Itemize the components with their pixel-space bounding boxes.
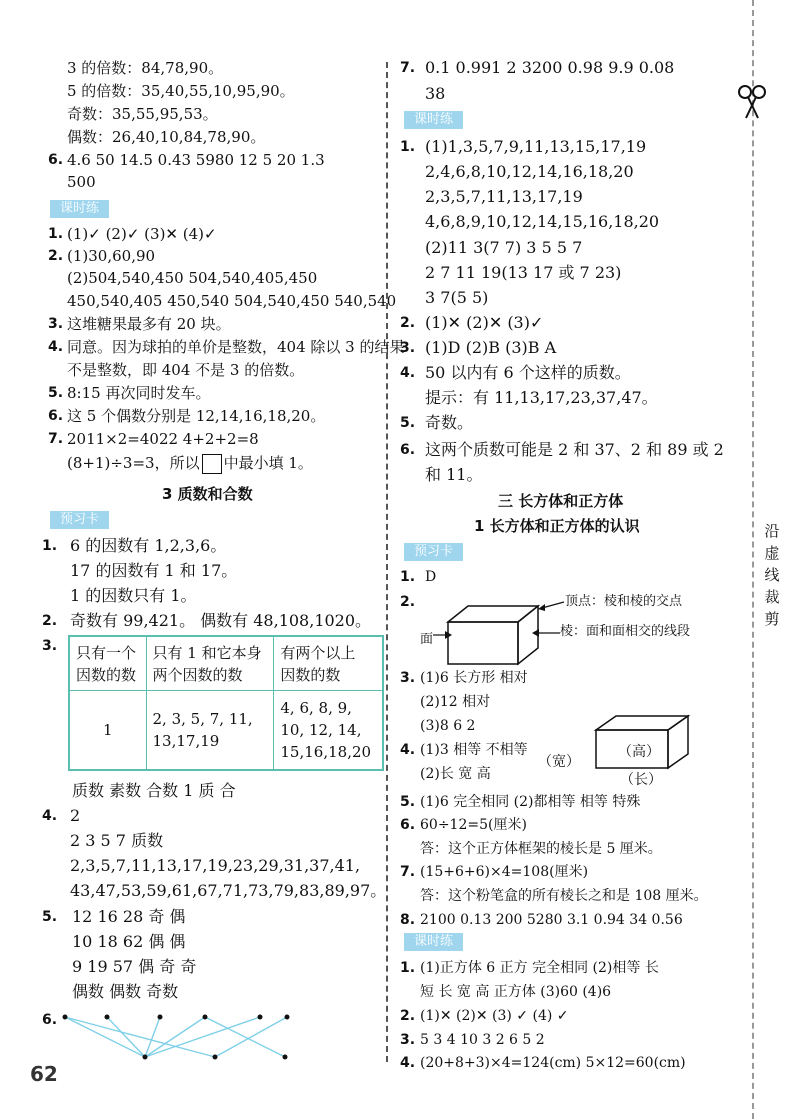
table-row xyxy=(69,636,383,691)
answer-line: 0.1 0.991 2 3200 0.98 9.9 0.08 xyxy=(425,58,675,77)
answer-line: 不是整数，即 404 不是 3 的倍数。 xyxy=(67,361,305,379)
page-number: 62 xyxy=(30,1062,58,1086)
label-face: 面 xyxy=(420,632,434,647)
answer-line: 500 xyxy=(67,173,96,191)
table-cell: 4, 6, 8, 9, 10, 12, 14, 15,16,18,20 xyxy=(274,691,383,770)
answer-line: (2)长 宽 高 xyxy=(420,766,491,782)
answer-line: (1)3 相等 不相等 xyxy=(420,742,528,758)
question-number: 8. xyxy=(400,912,416,928)
answer-line: 2,3,5,7,11,13,17,19,23,29,31,37,41, xyxy=(70,856,361,875)
answer-line: 43,47,53,59,61,67,71,73,79,83,89,97。 xyxy=(70,881,387,900)
cut-line xyxy=(752,0,754,1119)
answer-line: (1)✕ (2)✕ (3)✓ xyxy=(425,313,544,332)
answer-line: 答：这个粉笔盒的所有棱长之和是 108 厘米。 xyxy=(420,888,708,904)
answer-line: 1 的因数只有 1。 xyxy=(70,586,197,605)
answer-line: 12 16 28 奇 偶 xyxy=(72,907,186,926)
answer-line: (1)6 长方形 相对 xyxy=(420,670,528,686)
question-number: 4. xyxy=(42,808,58,824)
answer-line: 奇数：35,55,95,53。 xyxy=(67,105,218,123)
answer-line: 这堆糖果最多有 20 块。 xyxy=(67,315,231,333)
answer-line: 38 xyxy=(425,84,446,103)
label-length: （长） xyxy=(620,772,662,788)
question-number: 3. xyxy=(48,316,64,332)
answer-line: 10 18 62 偶 偶 xyxy=(72,932,186,951)
answer-line: 4,6,8,9,10,12,14,15,16,18,20 xyxy=(425,212,660,231)
question-number: 1. xyxy=(400,960,416,976)
question-number: 1. xyxy=(48,226,64,242)
side-char: 虚 xyxy=(764,544,780,562)
answer-line: (1)1,3,5,7,9,11,13,15,17,19 xyxy=(425,137,647,156)
answer-line: (2)504,540,450 504,540,405,450 xyxy=(67,269,318,287)
answer-line: 2 7 11 19(13 17 或 7 23) xyxy=(425,263,622,282)
question-number: 7. xyxy=(400,864,416,880)
question-number: 1. xyxy=(42,538,58,554)
scissors-icon xyxy=(736,84,768,120)
arrow-icon xyxy=(536,594,566,614)
answer-line: 60÷12=5(厘米) xyxy=(420,817,527,833)
table-cell: 2, 3, 5, 7, 11, 13,17,19 xyxy=(146,691,274,770)
answer-line: 2 xyxy=(70,806,81,825)
answer-line: 提示：有 11,13,17,23,37,47。 xyxy=(425,388,658,407)
answer-line: 短 长 宽 高 正方体 (3)60 (4)6 xyxy=(420,984,612,1000)
question-number: 1. xyxy=(400,139,416,155)
column-divider xyxy=(386,62,388,1062)
side-char: 沿 xyxy=(764,522,780,540)
arrow-icon xyxy=(530,626,560,640)
table-cell: 1 xyxy=(69,691,146,770)
answer-line: 3 7(5 5) xyxy=(425,288,489,307)
answer-text: (8+1)÷3=3，所以 xyxy=(67,454,200,472)
number-table xyxy=(68,635,384,771)
answer-line: 偶数：26,40,10,84,78,90。 xyxy=(67,128,266,146)
question-number: 5. xyxy=(400,794,416,810)
question-number: 3. xyxy=(400,340,416,356)
label-width: （宽） xyxy=(538,754,580,770)
matching-diagram xyxy=(55,1005,295,1065)
question-number: 1. xyxy=(400,569,416,585)
question-number: 2. xyxy=(400,1008,416,1024)
answer-line: 9 19 57 偶 奇 奇 xyxy=(72,957,197,976)
section-heading: 3 质数和合数 xyxy=(162,485,253,503)
answer-line: (3)8 6 2 xyxy=(420,718,476,734)
section-tag: 预习卡 xyxy=(50,511,109,529)
table-header: 只有 1 和它本身 两个因数的数 xyxy=(146,636,274,691)
answer-line: 17 的因数有 1 和 17。 xyxy=(70,561,238,580)
answer-line: 2 3 5 7 质数 xyxy=(70,831,164,850)
answer-line: 奇数有 99,421。 偶数有 48,108,1020。 xyxy=(70,611,372,630)
table-header: 只有一个 因数的数 xyxy=(69,636,146,691)
answer-line: 8:15 再次同时发车。 xyxy=(67,384,211,402)
table-header: 有两个以上 因数的数 xyxy=(274,636,383,691)
answer-line: 5 的倍数：35,40,55,10,95,90。 xyxy=(67,82,295,100)
answer-line: (15+6+6)×4=108(厘米) xyxy=(420,864,589,880)
section-tag: 课时练 xyxy=(404,933,463,951)
answer-line: 这两个质数可能是 2 和 37、2 和 89 或 2 xyxy=(425,440,724,459)
answer-line: 答：这个正方体框架的棱长是 5 厘米。 xyxy=(420,841,662,857)
question-number: 3. xyxy=(400,670,416,686)
side-char: 线 xyxy=(764,566,780,584)
question-number: 2. xyxy=(400,594,416,610)
answer-line: (1)30,60,90 xyxy=(67,247,156,265)
answer-text: 中最小填 1。 xyxy=(223,454,313,472)
section-tag: 预习卡 xyxy=(404,543,463,561)
answer-line: (1)正方体 6 正方 完全相同 (2)相等 长 xyxy=(420,960,659,976)
answer-line: 同意。因为球拍的单价是整数，404 除以 3 的结果 xyxy=(67,338,405,356)
answer-line: 6 的因数有 1,2,3,6。 xyxy=(70,536,227,555)
answer-line: (1)6 完全相同 (2)都相等 相等 特殊 xyxy=(420,794,641,810)
answer-line: 2100 0.13 200 5280 3.1 0.94 34 0.56 xyxy=(420,912,683,928)
question-number: 4. xyxy=(400,742,416,758)
question-number: 6. xyxy=(400,817,416,833)
question-number: 6. xyxy=(48,408,64,424)
question-number: 7. xyxy=(48,431,64,447)
table-row xyxy=(69,691,383,770)
answer-line: (20+8+3)×4=124(cm) 5×12=60(cm) xyxy=(420,1055,686,1071)
question-number: 5. xyxy=(400,415,416,431)
label-vertex: 顶点：棱和棱的交点 xyxy=(565,594,683,609)
answer-line: 偶数 偶数 奇数 xyxy=(72,982,179,1001)
section-tag: 课时练 xyxy=(404,111,463,129)
question-number: 2. xyxy=(48,248,64,264)
blank-box xyxy=(202,454,222,474)
answer-line: (1)✓ (2)✓ (3)✕ (4)✓ xyxy=(67,225,217,243)
cut-instruction xyxy=(762,520,782,630)
answer-line: 2011×2=4022 4+2+2=8 xyxy=(67,430,259,448)
question-number: 4. xyxy=(400,365,416,381)
answer-line: 这 5 个偶数分别是 12,14,16,18,20。 xyxy=(67,407,326,425)
answer-line: (1)D (2)B (3)B A xyxy=(425,338,557,357)
question-number: 3. xyxy=(400,1032,416,1048)
question-number: 6. xyxy=(42,1012,58,1028)
question-number: 2. xyxy=(400,315,416,331)
answer-line: 450,540,405 450,540 504,540,450 540,540 xyxy=(67,292,397,310)
answer-line: (2)12 相对 xyxy=(420,694,491,710)
side-char: 剪 xyxy=(764,610,780,628)
question-number: 5. xyxy=(48,385,64,401)
answer-line: 质数 素数 合数 1 质 合 xyxy=(72,781,236,800)
question-number: 4. xyxy=(48,339,64,355)
label-edge: 棱：面和面相交的线段 xyxy=(560,624,691,639)
answer-line: 奇数。 xyxy=(425,413,474,432)
answer-line: D xyxy=(425,569,437,585)
question-number: 5. xyxy=(42,909,58,925)
question-number: 6. xyxy=(400,442,416,458)
answer-line: (2)11 3(7 7) 3 5 5 7 xyxy=(425,238,583,257)
answer-line xyxy=(67,453,313,474)
arrow-icon xyxy=(433,628,453,642)
question-number: 4. xyxy=(400,1055,416,1071)
section-heading: 1 长方体和正方体的认识 xyxy=(474,517,640,535)
label-height: （高） xyxy=(618,744,660,760)
answer-line: 和 11。 xyxy=(425,465,483,484)
side-char: 裁 xyxy=(764,588,780,606)
question-number: 2. xyxy=(42,613,58,629)
answer-line: 5 3 4 10 3 2 6 5 2 xyxy=(420,1032,545,1048)
answer-line: (1)✕ (2)✕ (3) ✓ (4) ✓ xyxy=(420,1008,569,1024)
answer-line: 3 的倍数：84,78,90。 xyxy=(67,59,224,77)
answer-line: 2,4,6,8,10,12,14,16,18,20 xyxy=(425,162,634,181)
unit-heading: 三 长方体和正方体 xyxy=(498,492,624,510)
answer-line: 4.6 50 14.5 0.43 5980 12 5 20 1.3 xyxy=(67,151,325,169)
section-tag: 课时练 xyxy=(50,200,109,218)
question-number: 7. xyxy=(400,60,416,76)
answer-line: 50 以内有 6 个这样的质数。 xyxy=(425,363,631,382)
question-number: 3. xyxy=(42,638,58,654)
question-number: 6. xyxy=(48,152,64,168)
answer-line: 2,3,5,7,11,13,17,19 xyxy=(425,187,583,206)
